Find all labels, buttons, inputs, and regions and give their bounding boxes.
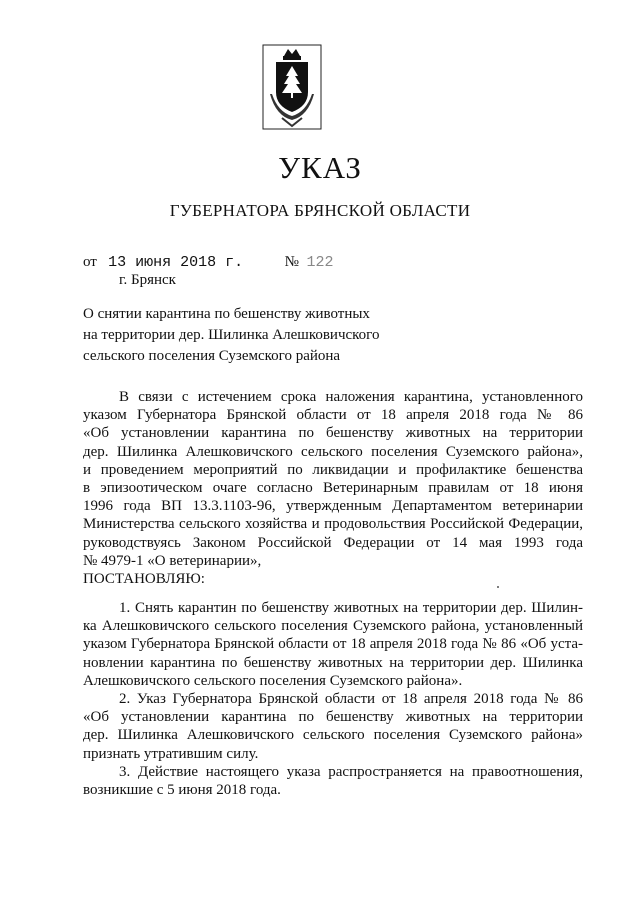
preamble-line: № 4979-1 «О ветеринарии», [83, 552, 262, 569]
coat-of-arms-emblem [262, 44, 322, 130]
clause-line: 3. Действие настоящего указа распространяется на правоотношения, [119, 763, 583, 780]
document-date: 13 июня 2018 г. [108, 254, 244, 271]
clause-line: дер. Шилинка Алешковичского сельского поселения Суземского района» [83, 727, 583, 744]
clause-line: возникшие с 5 июня 2018 года. [83, 782, 281, 799]
preamble-line: В связи с истечением срока наложения карантина, установленного [119, 389, 583, 405]
document-city: г. Брянск [119, 272, 176, 288]
clause-line: 1. Снять карантин по бешенству животных на территории дер. Шилин- [119, 600, 583, 616]
clause-line: ка Алешковичского сельского поселения Суземского района, установленный [83, 618, 583, 635]
subject-line: на территории дер. Шилинка Алешковичского [83, 327, 380, 343]
document-subtitle: ГУБЕРНАТОРА БРЯНСКОЙ ОБЛАСТИ [169, 201, 471, 220]
preamble-line: дер. Шилинка Алешковичского сельского поселения Суземского района», [83, 443, 583, 460]
date-line [83, 254, 333, 271]
preamble-line: руководствуясь Законом Российской Федерации от 14 мая 1993 года [83, 534, 583, 551]
preamble-line: указом Губернатора Брянской области от 18 апреля 2018 года № 86 [83, 407, 583, 424]
preamble-line: 1996 года ВП 13.3.1103-96, утвержденным Департаментом ветеринарии [83, 498, 583, 515]
clause-line: указом Губернатора Брянской области от 18 апреля 2018 года № 86 «Об уста- [83, 636, 583, 653]
document-subject [83, 304, 379, 367]
clause-line: Алешковичского сельского поселения Суземского района». [83, 672, 463, 689]
clause-line: 2. Указ Губернатора Брянской области от 18 апреля 2018 года № 86 [119, 691, 583, 708]
subject-line: О снятии карантина по бешенству животных [83, 306, 370, 322]
document-number: 122 [306, 254, 334, 271]
document-title: УКАЗ [278, 150, 362, 185]
clause-line: новлении карантина по бешенству животных на территории дер. Шилинка [83, 654, 583, 671]
number-prefix: № [284, 254, 299, 270]
subject-line: сельского поселения Суземского района [83, 348, 341, 364]
preamble-line: «Об установлении карантина по бешенству животных на территории [83, 425, 583, 442]
preamble-line: и проведением мероприятий по ликвидации и профилактике бешенства [83, 461, 583, 478]
clauses [83, 599, 583, 799]
preamble [83, 388, 583, 588]
decree-keyword: ПОСТАНОВЛЯЮ: [83, 571, 205, 588]
clause-line: «Об установлении карантина по бешенству животных на территории [83, 709, 583, 726]
preamble-line: Министерства сельского хозяйства и продовольствия Российской Федерации, [83, 516, 583, 533]
clause-line: признать утратившим силу. [83, 745, 259, 762]
preamble-line: в эпизоотическом очаге согласно Ветеринарным правилам от 18 июня [83, 480, 583, 497]
date-prefix: от [83, 254, 97, 270]
scan-speck [497, 586, 499, 588]
